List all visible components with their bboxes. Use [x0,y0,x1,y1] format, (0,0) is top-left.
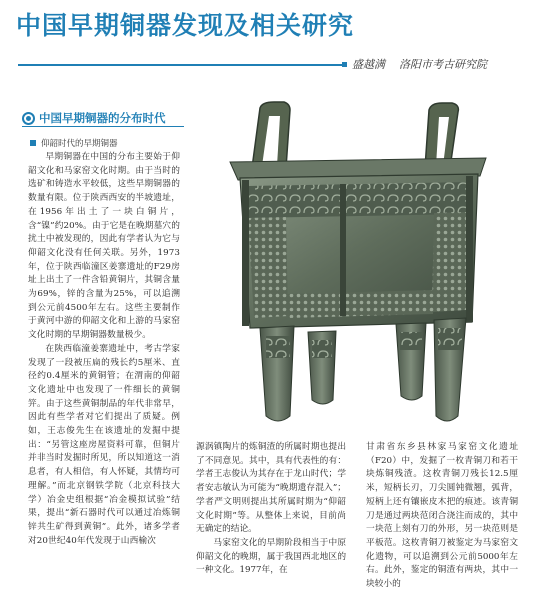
title-rule [18,64,344,66]
section-rule [22,126,184,127]
bronze-ding-photo [190,96,533,433]
column-1 [28,151,180,548]
author: 盛越满 [352,58,385,71]
column-3 [366,441,518,592]
bullet-ring-icon [22,112,35,125]
article-title: 中国早期铜器发现及相关研究 [16,11,355,40]
subsection-heading-text: 仰韶时代的早期铜器 [41,139,118,149]
col1-paragraph-1: 早期铜器在中国的分布主要始于仰韶文化和马家窑文化时期。由于当时的选矿和铸造水平较低，这些早期铜器的数量有限。位于陕西西安的半坡遗址，在1956年出土了一块白铜片，含“镍”约20%。由于它是在晚期墓穴的扰土中被发现的，因此有学者认为它与仰韶文化没有任何关联。另外，1973年，位于陕西临潼区姜寨遗址的F29房址上出土了一件含铅黄铜片，其铜含量为69%，锌的含量为25%，可以追溯到公元前4500年左右。这些主要制作于黄河中游的仰韶文化和上游的马家窑文化时期的早期铜器数量极少。 [28,152,180,341]
title-rule-end [342,62,347,67]
col2-paragraph-1: 源涡镇陶片的炼铜渣的所属时期也提出了不同意见。其中，具有代表性的有：学者王志俊认为其存在于龙山时代；学者安志敏认为可能为“晚期遗存混入”；学者严文明则提出其所属时期为“仰韶文化时期”等。从整体上来说，目前尚无确定的结论。 [196,442,346,535]
subsection-heading [30,137,118,149]
byline [352,56,487,72]
affiliation: 洛阳市考古研究院 [399,58,487,71]
col3-paragraph-1: 甘肃省东乡县林家马家窑文化遗址（F20）中，发掘了一枚青铜刀和若干块炼铜残渣。这枚青铜刀残长12.5厘米，短柄长刃，刀尖圆钝微翘，弧背，短柄上还有镶嵌皮木把的痕迹。该青铜刀是通过两块范闭合浇注而成的，其中一块范上刻有刀的外形，另一块范则是平板范。这枚青铜刀被鉴定为马家窑文化遗物，可以追溯到公元前5000年左右。此外，鉴定的铜渣有两块，其中一块较小的 [366,442,518,590]
col1-paragraph-2: 在陕西临潼姜寨遗址中，考古学家发现了一段被压扁的残长约5厘米、直径约0.4厘米的黄铜管；在渭南的仰韶文化遗址中也发现了一件细长的黄铜笄。由于这些黄铜制品的年代非常早，因此有些学者对它们提出了质疑。例如，王志俊先生在该遗址的发掘中提出：“另管这座房屋资料可靠，但铜片并非当时发掘时所见，所以知道这一消息者，有人相信，有人怀疑，其情均可理解。”而北京钢铁学院（北京科技大学）冶金史组根据“冶金模拟试验”结果，提出“新石器时代可以通过冶炼铜锌共生矿得到黄铜”。此外，诸多学者对20世纪40年代发现于山西榆次 [28,343,180,546]
bronze-ding-illustration [190,96,533,433]
col2-paragraph-2: 马家窑文化的早期阶段相当于中原仰韶文化的晚期，属于我国西北地区的一种文化。1977年，在 [196,537,346,576]
section-heading-text: 中国早期铜器的分布时代 [39,111,166,125]
section-heading [22,110,166,126]
column-2 [196,441,346,578]
square-bullet-icon [30,140,36,146]
